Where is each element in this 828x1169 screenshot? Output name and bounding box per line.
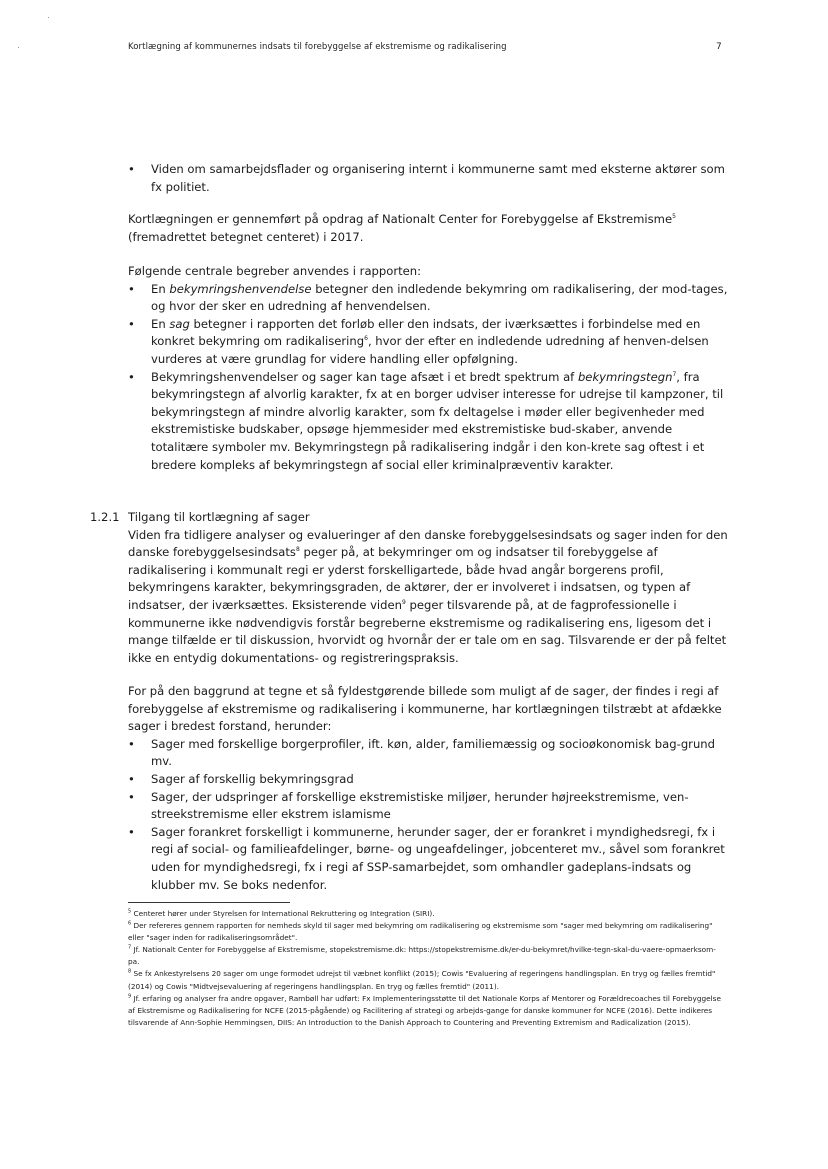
bullet-item: • Sager forankret forskelligt i kommunerne, herunder sager, der er forankret i myndighedsregi, fx i regi af social- og familieafdelinger, børne- og ungeafdelinger, jobcenteret mv., såvel som forankret uden for myndighedsregi, fx i regi af SSP-samarbejdet, som omhandler gadeplans-indsats og klubber mv. Se boks nedenfor. <box>128 824 728 894</box>
footnote-ref: 8 <box>295 546 300 554</box>
footnote: $^7$ Jf. Nationalt Center for Forebyggelse af Ekstremisme, stopekstremisme.dk: https://stopekstremisme.dk/er-du-bekymret/hvilke-tegn-skal-du-vaere-opmaerksom-pa. <box>128 944 716 967</box>
scan-artifact <box>48 17 49 18</box>
section-body <box>128 509 728 667</box>
concepts-list <box>128 263 728 474</box>
page-number: 7 <box>716 42 722 52</box>
footnote-ref: 7 <box>672 370 677 378</box>
scan-artifact <box>18 47 19 48</box>
footnote-ref: 5 <box>672 213 676 221</box>
term: sag <box>169 316 190 331</box>
running-header: Kortlægning af kommunernes indsats til forebyggelse af ekstremisme og radikalisering <box>128 42 507 52</box>
bullet-item: • Sager med forskellige borgerprofiler, ift. køn, alder, familiemæssig og socioøkonomisk bag-grund mv. <box>128 736 728 771</box>
bullet-item: • Bekymringshenvendelser og sager kan tage afsæt i et bredt spektrum af bekymringstegn$^7$, fra bekymringstegn af alvorlig karakter, fx at en borger udviser interesse for udrejse til kampzoner, til bekymringstegn af mindre alvorlig karakter, som fx deltagelse i møder eller begivenheder med ekstremistiske budskaber, opsøge hjemmesider med ekstremistiske bud-skaber, anvende totalitære symboler mv. Bekymringstegn på radikalisering indgår i den kon-krete sag oftest i et bredere kompleks af bekymringstegn af social eller kriminalpræventiv karakter. <box>128 369 728 475</box>
footnote: $^8$ Se fx Ankestyrelsens 20 sager om unge formodet udrejst til væbnet konflikt (2015); Cowis "Evaluering af regeringens handlingsplan. En tryg og fælles fremtid" (2014) og Cowis "Midtvejsevaluering af regeringens handlingsplan. En tryg og fælles fremtid" (2011). <box>128 969 716 991</box>
footnote: $^6$ Der refereres gennem rapporten for nemheds skyld til sager med bekymring om radikalisering og ekstremisme som "sager med bekymring om radikalisering" eller "sager inden for radikaliseringsområdet". <box>128 920 713 943</box>
section-list <box>128 683 728 894</box>
bullet-item: • Viden om samarbejdsflader og organisering internt i kommunerne samt med eksterne aktører som fx politiet. <box>128 161 728 196</box>
section-paragraph: For på den baggrund at tegne et så fyldestgørende billede som muligt af de sager, der findes i regi af forebyggelse af ekstremisme og radikalisering i kommunerne, har kortlægningen tilstræbt at afdække sager i bredest forstand, herunder: <box>128 684 722 734</box>
intro-paragraph: Kortlægningen er gennemført på opdrag af Nationalt Center for Forebyggelse af Ekstremisme$^5$ (fremadrettet betegnet centeret) i 2017. <box>128 212 676 244</box>
term: bekymringshenvendelse <box>169 281 312 296</box>
concepts-intro: Følgende centrale begreber anvendes i rapporten: <box>128 264 422 278</box>
footnote-divider <box>128 902 290 903</box>
footnote: $^9$ Jf. erfaring og analyser fra andre opgaver, Rambøll har udført: Fx Implementeringsstøtte til det Nationale Korps af Mentorer og Forældrecoaches til Forebyggelse af Ekstremisme og Radikalisering for NCFE (2015-pågående) og Facilitering af strategi og arbejds-gange for danske kommuner for NCFE (2016). Dette indikeres tilsvarende af Ann-Sophie Hemmingsen, DIIS: An Introduction to the Danish Approach to Countering and Preventing Extremism and Radicalization (2015). <box>128 993 721 1027</box>
top-bullet-block <box>128 161 728 196</box>
bullet-item: • Sager af forskellig bekymringsgrad <box>128 771 728 789</box>
term: bekymringstegn <box>577 369 673 384</box>
bullet-item: • En bekymringshenvendelse betegner den indledende bekymring om radikalisering, der mod-tages, og hvor der sker en udredning af henvendelsen. <box>128 281 728 316</box>
footnote-ref: 6 <box>364 335 368 343</box>
section-title: Tilgang til kortlægning af sager <box>128 510 310 524</box>
bullet-item: • Sager, der udspringer af forskellige ekstremistiske miljøer, herunder højreekstremisme, ven-streekstremisme eller ekstrem islamisme <box>128 789 728 824</box>
footnotes <box>128 908 724 1029</box>
footnote-ref: 9 <box>402 599 406 607</box>
bullet-item: • En sag betegner i rapporten det forløb eller den indsats, der iværksættes i forbindelse med en konkret bekymring om radikalisering$^6$, hvor der efter en indledende udredning af henven-delsen vurderes at være grundlag for videre handling eller opfølgning. <box>128 316 728 369</box>
footnote: $^5$ Centeret hører under Styrelsen for International Rekruttering og Integration (SIRI). <box>128 908 435 918</box>
section-number: 1.2.1 <box>90 510 120 524</box>
section-paragraph: Viden fra tidligere analyser og evalueringer af den danske forebyggelsesindsats og sager inden for den danske forebyggelsesindsats$^8$ peger på, at bekymringer om og indsatser til forebyggelse af radikalisering i kommunalt regi er yderst forskelligartede, både hvad angår borgerens profil, bekymringens karakter, bekymringsgraden, de aktører, der er involveret i indsatsen, og typen af indsatser, der iværksættes. Eksisterende viden$^9$ peger tilsvarende på, at de fagprofessionelle i kommunerne ikke nødvendigvis forstår begreberne ekstremisme og radikalisering ens, ligesom det i mange tilfælde er til diskussion, hvorvidt og hvornår der er tale om en sag. Tilsvarende er der på feltet ikke en entydig dokumentations- og registreringspraksis. <box>128 527 728 665</box>
